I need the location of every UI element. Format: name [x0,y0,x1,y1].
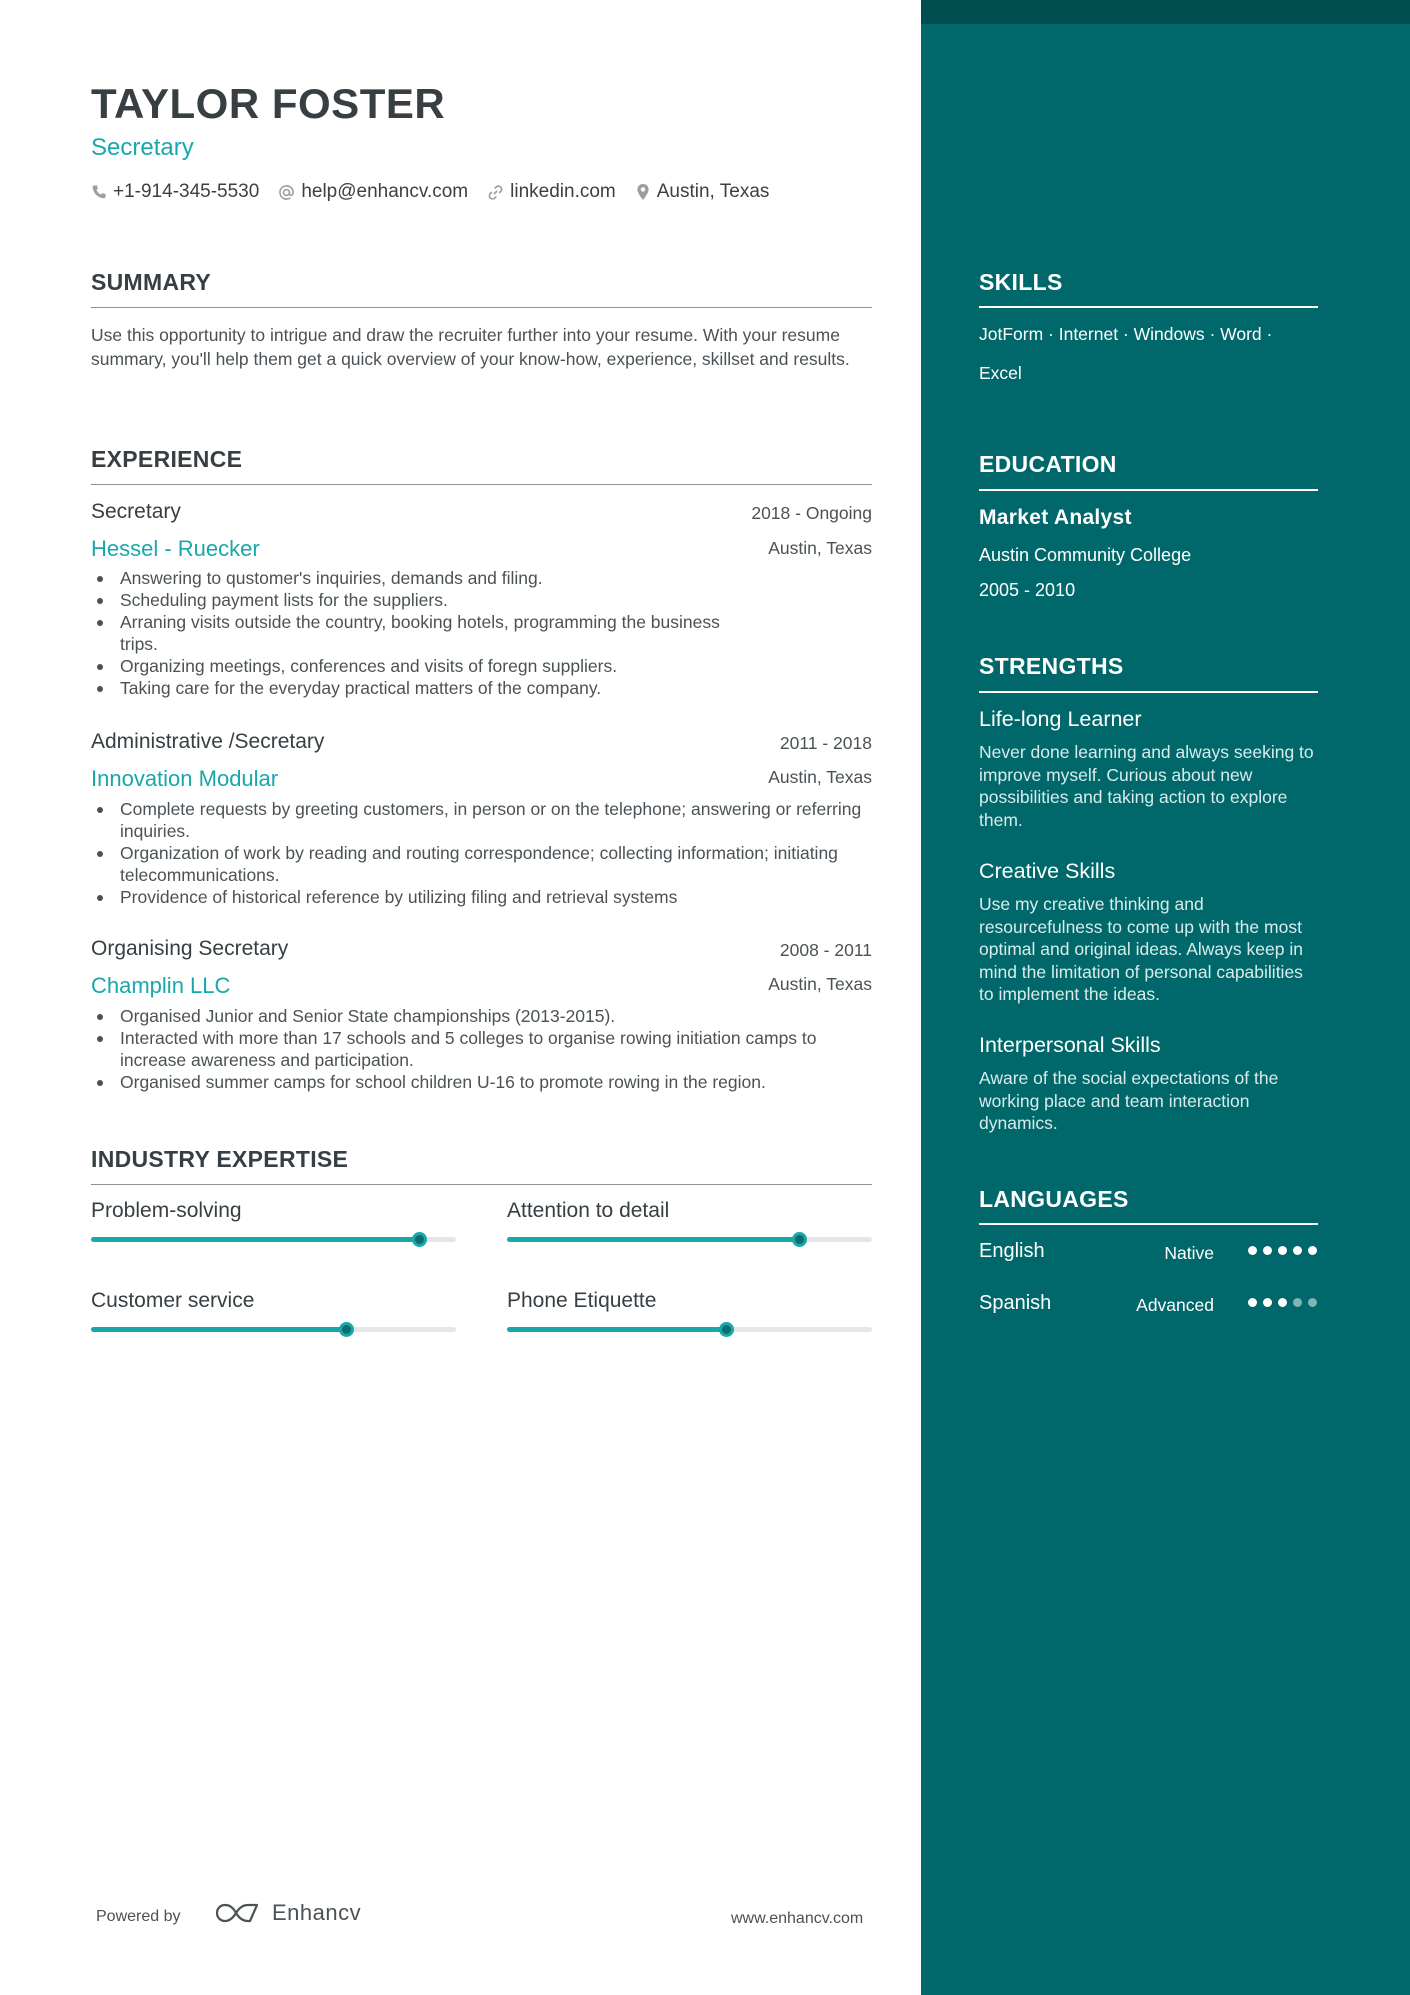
language-row [979,1292,1319,1318]
candidate-name: TAYLOR FOSTER [91,80,446,127]
languages-heading: LANGUAGES [979,1186,1129,1212]
experience-dates: 2018 - Ongoing [751,503,872,523]
contact-linkedin-text: linkedin.com [510,181,616,202]
experience-entry [91,730,872,907]
language-level: Advanced [1136,1295,1214,1315]
experience-bullets [91,567,872,699]
expertise-label: Customer service [91,1289,255,1312]
expertise-item [91,1289,456,1313]
at-icon [278,184,295,201]
expertise-knob [339,1322,354,1337]
language-name: English [979,1240,1045,1262]
rating-dot-empty [1308,1298,1317,1307]
experience-role: Organising Secretary [91,937,289,960]
contact-linkedin[interactable] [487,181,616,203]
expertise-fill [507,1327,726,1332]
experience-location: Austin, Texas [768,974,872,994]
experience-bullets [91,798,872,908]
expertise-fill [91,1327,347,1332]
footer-url[interactable]: www.enhancv.com [731,1910,864,1927]
experience-bullet: Organization of work by reading and routing correspondence; collecting information; initiating telecommunications. [91,842,872,886]
experience-bullet: Organizing meetings, conferences and visits of foregn suppliers. [91,655,872,677]
language-level: Native [1164,1243,1214,1263]
experience-location: Austin, Texas [768,538,872,558]
summary-text: Use this opportunity to intrigue and draw the recruiter further into your resume. With your resume summary, you'll help them get a quick overview of your know-how, experience, skillset and results. [91,325,850,369]
rating-dot-filled [1263,1246,1272,1255]
experience-bullet: Organised summer camps for school children U-16 to promote rowing in the region. [91,1071,872,1093]
experience-bullets [91,1005,872,1093]
expertise-divider [91,1184,872,1185]
strength-title: Life-long Learner [979,707,1142,731]
experience-role: Secretary [91,500,181,523]
experience-entry [91,937,872,1092]
experience-role: Administrative /Secretary [91,730,325,753]
expertise-track [91,1327,456,1332]
experience-entry [91,500,872,698]
experience-bullet: Complete requests by greeting customers, in person or on the telephone; answering or referring inquiries. [91,798,872,842]
skills-heading: SKILLS [979,269,1063,295]
language-row [979,1240,1319,1266]
experience-bullet: Scheduling payment lists for the suppliers. [91,589,872,611]
phone-icon [91,184,107,200]
strength-description: Never done learning and always seeking to improve myself. Curious about new possibilities and taking action to explore them. [979,742,1314,830]
footer-powered-by: Powered by [96,1908,181,1925]
education-degree: Market Analyst [979,506,1132,529]
experience-heading: EXPERIENCE [91,446,243,472]
languages-divider [979,1223,1318,1225]
experience-company: Hessel - Ruecker [91,536,260,561]
experience-bullet: Taking care for the everyday practical matters of the company. [91,677,872,699]
strengths-heading: STRENGTHS [979,653,1124,679]
expertise-item [507,1289,872,1313]
contact-location-text: Austin, Texas [656,181,770,202]
contact-phone[interactable] [91,181,259,203]
expertise-fill [91,1237,420,1242]
expertise-fill [507,1237,799,1242]
enhancv-logo[interactable] [214,1900,361,1926]
rating-dot-filled [1248,1246,1257,1255]
strength-description: Use my creative thinking and resourcefulness to come up with the most optimal and original ideas. Always keep in mind the limitation of personal capabilities to implement the ideas. [979,894,1303,1004]
experience-bullet: Answering to qustomer's inquiries, demands and filing. [91,567,872,589]
strength-title: Interpersonal Skills [979,1033,1161,1057]
experience-location: Austin, Texas [768,767,872,787]
language-name: Spanish [979,1292,1052,1314]
strengths-divider [979,691,1318,693]
expertise-item [91,1199,456,1223]
rating-dot-filled [1278,1298,1287,1307]
experience-divider [91,484,872,485]
experience-bullet: Interacted with more than 17 schools and 5 colleges to organise rowing initiation camps to increase awareness and participation. [91,1027,872,1071]
strength-title: Creative Skills [979,859,1116,883]
expertise-knob [792,1232,807,1247]
expertise-heading: INDUSTRY EXPERTISE [91,1146,349,1172]
strength-description: Aware of the social expectations of the working place and team interaction dynamics. [979,1068,1279,1133]
enhancv-logo-text: Enhancv [272,1900,362,1925]
enhancv-logo-icon [214,1901,262,1925]
expertise-label: Attention to detail [507,1199,670,1222]
sidebar-top-bar [921,0,1410,24]
expertise-track [507,1327,872,1332]
experience-bullet: Arraning visits outside the country, booking hotels, programming the business trips. [91,611,872,655]
contact-email[interactable] [278,181,468,203]
expertise-track [507,1237,872,1242]
experience-dates: 2008 - 2011 [779,940,872,960]
experience-bullet: Organised Junior and Senior State championships (2013-2015). [91,1005,872,1027]
link-icon [487,184,504,201]
contact-phone-text: +1-914-345-5530 [113,181,260,202]
experience-bullet: Providence of historical reference by utilizing filing and retrieval systems [91,886,872,908]
education-heading: EDUCATION [979,451,1117,477]
experience-dates: 2011 - 2018 [779,733,872,753]
location-pin-icon [635,183,651,201]
education-divider [979,489,1318,491]
expertise-label: Phone Etiquette [507,1289,657,1312]
summary-divider [91,307,872,308]
experience-company: Champlin LLC [91,973,231,998]
education-school: Austin Community College [979,545,1192,565]
language-rating [1242,1298,1317,1307]
rating-dot-filled [1278,1246,1287,1255]
language-rating [1242,1246,1317,1255]
expertise-knob [719,1322,734,1337]
education-dates: 2005 - 2010 [979,580,1076,600]
contact-email-text: help@enhancv.com [301,181,469,202]
expertise-track [91,1237,456,1242]
rating-dot-filled [1308,1246,1317,1255]
rating-dot-filled [1263,1298,1272,1307]
contact-bar [91,181,788,203]
candidate-title: Secretary [91,134,194,161]
rating-dot-empty [1293,1298,1302,1307]
skills-divider [979,306,1318,308]
rating-dot-filled [1248,1298,1257,1307]
skills-list: JotForm · Internet · Windows · Word · Excel [979,324,1273,383]
contact-location [635,181,770,203]
expertise-knob [412,1232,427,1247]
rating-dot-filled [1293,1246,1302,1255]
expertise-item [507,1199,872,1223]
expertise-label: Problem-solving [91,1199,242,1222]
summary-heading: SUMMARY [91,269,212,295]
experience-company: Innovation Modular [91,766,279,791]
